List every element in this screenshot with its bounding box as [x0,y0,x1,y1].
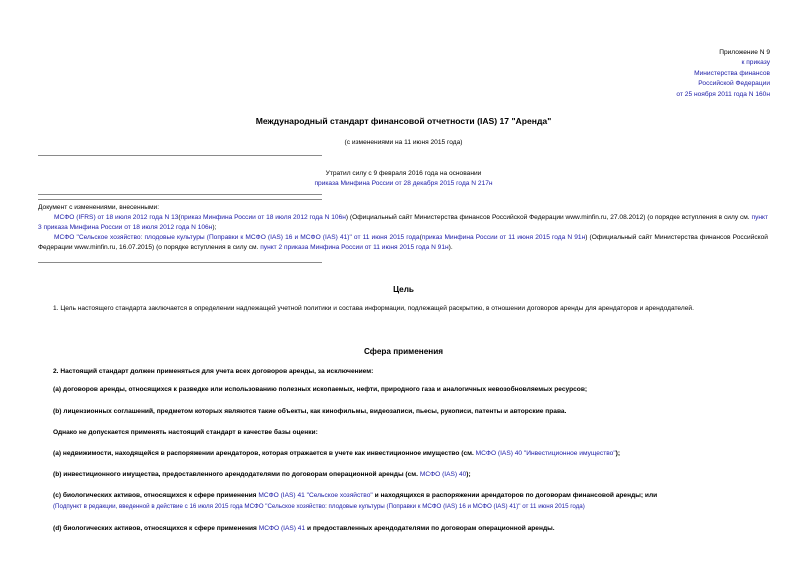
changes-text: ( [178,214,181,221]
changes-item [38,233,768,253]
paragraph-text: (c) биологических активов, относящихся к сфере применения [53,492,257,499]
paragraph-2b: (b) лицензионных соглашений, предметом которых являются такие объекты, как кинофильмы, видеозаписи, пьесы, рукописи, патенты и авторские права. [53,408,567,415]
annex-order-link[interactable]: к приказу [741,59,770,67]
document-subtitle: (с изменениями на 11 июня 2015 года) [344,139,463,146]
lost-force-text: Утратил силу с 9 февраля 2016 года на основании [325,170,482,177]
paragraph-2a2 [53,450,773,458]
annex-block [676,48,770,100]
paragraph-however: Однако не допускается применять настоящий стандарт в качестве базы оценки: [53,429,318,436]
ias41-link[interactable]: МСФО (IAS) 41 [258,525,306,532]
paragraph-1: 1. Цель настоящего стандарта заключается в определении надлежащей учетной политики и состава информации, подлежащей раскрытию, в отношении договоров аренды для арендаторов и арендодателей. [53,305,694,312]
divider [38,155,322,156]
paragraph-text: ); [466,471,471,478]
paragraph-2d [53,525,773,533]
changes-block [38,203,768,253]
paragraph-2b2 [53,471,773,479]
changes-agri-link[interactable]: МСФО "Сельское хозяйство: плодовые культуры (Поправки к МСФО (IAS) 16 и МСФО (IAS) 41)" от 11 июня 2015 года [54,234,420,241]
divider [38,194,322,195]
paragraph-text: (b) инвестиционного имущества, предоставленного арендодателями по договорам операционной аренды (см. [53,471,419,478]
paragraph-2a: (a) договоров аренды, относящихся к разведке или использованию полезных ископаемых, нефти, природного газа и аналогичных невозобновляемых ресурсов; [53,386,588,393]
paragraph-text: и предоставленных арендодателями по договорам операционной аренды. [306,525,555,532]
changes-text: ). [448,244,453,251]
paragraph-2c [53,492,773,500]
changes-header: Документ с изменениями, внесенными: [38,204,160,211]
changes-text: ) (Официальный сайт Министерства финансов Российской Федерации www.minfin.ru, 16.07.2015) (о порядке вступления в силу см. [38,234,768,251]
paragraph-text: (d) биологических активов, относящихся к сфере применения [53,525,257,532]
section-heading-goal: Цель [393,285,414,294]
divider [38,199,322,200]
changes-item [38,213,768,233]
changes-order106-link[interactable]: приказ Минфина России от 18 июля 2012 года N 106н [180,214,346,221]
annex-federation-link[interactable]: Российской Федерации [698,80,770,88]
changes-order91-link[interactable]: приказ Минфина России от 11 июня 2015 года N 91н [421,234,586,241]
ias40-link[interactable]: МСФО (IAS) 40 [419,471,467,478]
ias41-agriculture-link[interactable]: МСФО (IAS) 41 "Сельское хозяйство" [258,492,373,499]
changes-text: ) (Официальный сайт Министерства финансов Российской Федерации www.minfin.ru, 27.08.2012) (о порядке вступления в силу см. [345,214,750,221]
changes-point2-link[interactable]: пункт 2 приказа Минфина России от 11 июня 2015 года N 91н [260,244,449,251]
paragraph-2c-note[interactable]: (Подпункт в редакции, введенной в действие с 16 июля 2015 года МСФО "Сельское хозяйство: плодовые культуры (Поправки к МСФО (IAS) 16 и МСФО (IAS) 41)" от 11 июня 2015 года) [53,503,585,510]
paragraph-text: и находящихся в распоряжении арендаторов по договорам финансовой аренды; или [374,492,658,499]
changes-point3-link[interactable]: пункт 3 приказа Минфина России от 18 июля 2012 года N 106н [38,214,768,231]
annex-date-link[interactable]: от 25 ноября 2011 года N 160н [676,90,770,98]
paragraph-text: (a) недвижимости, находящейся в распоряжении арендаторов, которая отражается в учете как инвестиционное имущество (см. [53,450,474,457]
ias40-investment-link[interactable]: МСФО (IAS) 40 "Инвестиционное имущество" [475,450,616,457]
changes-ifrs13-link[interactable]: МСФО (IFRS) от 18 июля 2012 года N 13 [54,214,179,221]
lost-force-link[interactable]: приказа Минфина России от 28 декабря 2015 года N 217н [314,180,493,187]
lost-force-notice [0,169,807,189]
annex-line: Приложение N 9 [719,49,770,56]
changes-text: ); [212,224,217,231]
paragraph-text: ); [615,450,621,457]
changes-text: ( [419,234,422,241]
annex-ministry-link[interactable]: Министерства финансов [694,69,770,77]
document-title: Международный стандарт финансовой отчетности (IAS) 17 "Аренда" [255,116,552,126]
divider [38,262,322,263]
paragraph-2: 2. Настоящий стандарт должен применяться для учета всех договоров аренды, за исключением: [53,368,374,375]
section-heading-scope: Сфера применения [363,347,444,356]
